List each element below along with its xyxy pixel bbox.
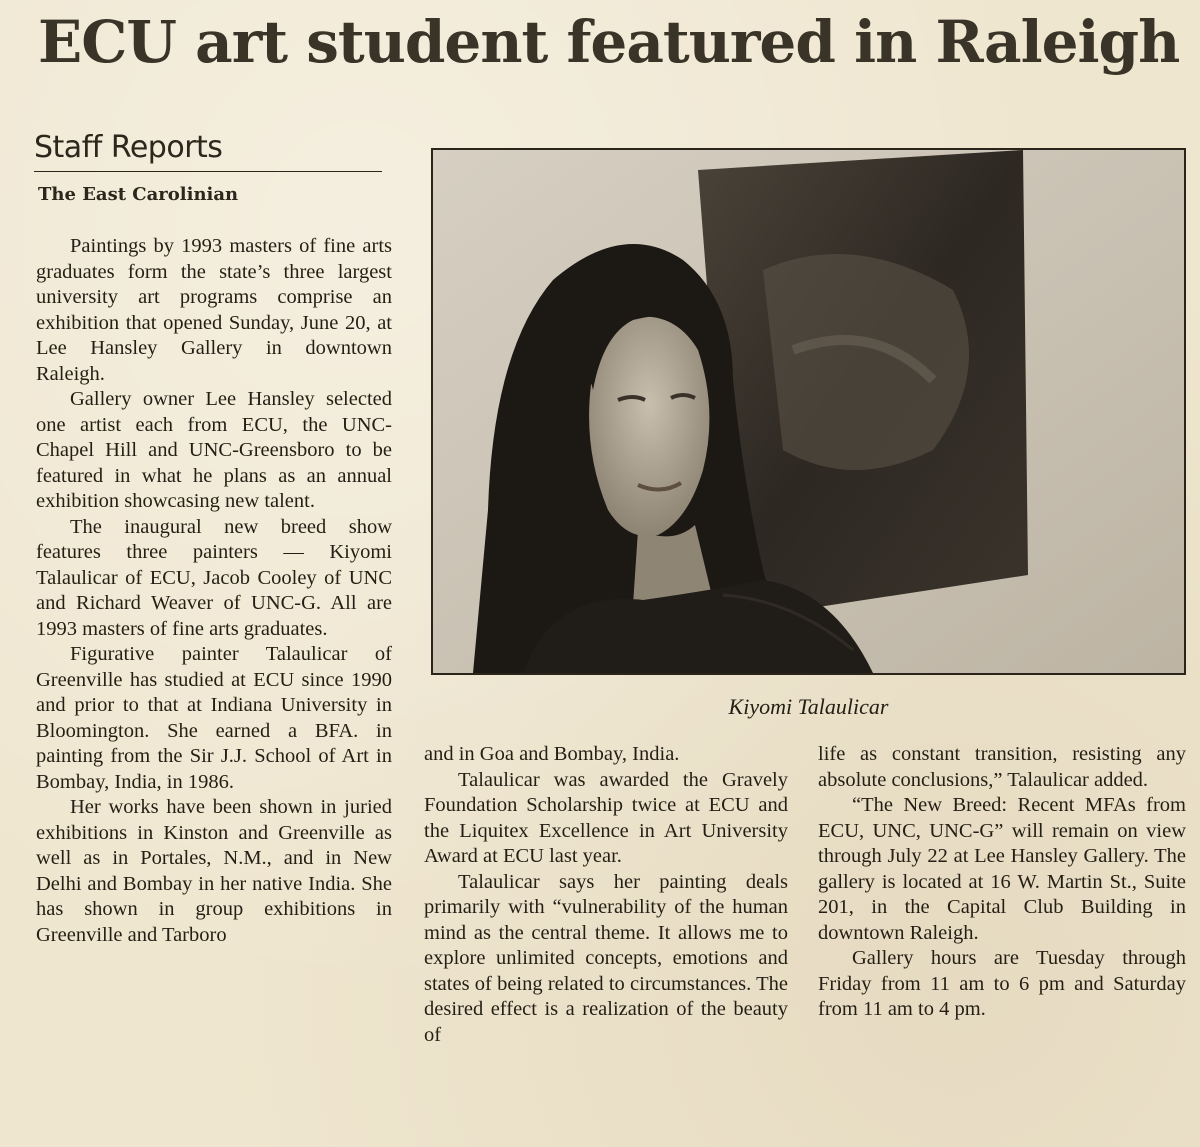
headline: ECU art student featured in Raleigh [38, 8, 1180, 76]
article-column-3 [818, 742, 1186, 1023]
article-paragraph: Figurative painter Talaulicar of Greenville has studied at ECU since 1990 and prior to that at Indiana University in Bloomington. She earned a BFA. in painting from the Sir J.J. School of Art in Bombay, India, in 1986. [36, 643, 392, 793]
article-paragraph: Gallery owner Lee Hansley selected one artist each from ECU, the UNC-Chapel Hill and UNC-Greensboro to be featured in what he plans as an annual exhibition showcasing new talent. [36, 388, 392, 512]
article-paragraph: Talaulicar was awarded the Gravely Foundation Scholarship twice at ECU and the Liquitex Excellence in Art University Award at ECU last year. [424, 768, 788, 867]
photo-caption: Kiyomi Talaulicar [728, 694, 889, 719]
article-paragraph: and in Goa and Bombay, India. [424, 743, 680, 765]
article-column-2 [424, 742, 788, 1048]
article-paragraph: “The New Breed: Recent MFAs from ECU, UNC, UNC-G” will remain on view through July 22 at Lee Hansley Gallery. The gallery is located at 16 W. Martin St., Suite 201, in the Capital Club Building in downtown Raleigh. [818, 794, 1186, 944]
publication-name: The East Carolinian [38, 184, 239, 205]
article-paragraph: Paintings by 1993 masters of fine arts graduates form the state’s three largest university art programs comprise an exhibition that opened Sunday, June 20, at Lee Hansley Gallery in downtown Raleigh. [36, 235, 392, 385]
article-paragraph: Gallery hours are Tuesday through Friday from 11 am to 6 pm and Saturday from 11 am to 4 pm. [818, 947, 1186, 1020]
article-paragraph: Her works have been shown in juried exhibitions in Kinston and Greenville as well as in Portales, N.M., and in New Delhi and Bombay in her native India. She has shown in group exhibitions in Greenville and Tarboro [36, 796, 392, 946]
portrait-photo [431, 148, 1186, 675]
article-column-1 [36, 234, 392, 948]
byline: Staff Reports [34, 130, 382, 172]
article-paragraph: life as constant transition, resisting any absolute conclusions,” Talaulicar added. [818, 743, 1186, 791]
portrait-photo-image [433, 150, 1184, 673]
article-paragraph: Talaulicar says her painting deals primarily with “vulnerability of the human mind as the central theme. It allows me to explore unlimited concepts, emotions and states of being related to circumstances. The desired effect is a realization of the beauty of [424, 870, 788, 1046]
article-paragraph: The inaugural new breed show features three painters — Kiyomi Talaulicar of ECU, Jacob Cooley of UNC and Richard Weaver of UNC-G. All are 1993 masters of fine arts graduates. [36, 515, 392, 640]
